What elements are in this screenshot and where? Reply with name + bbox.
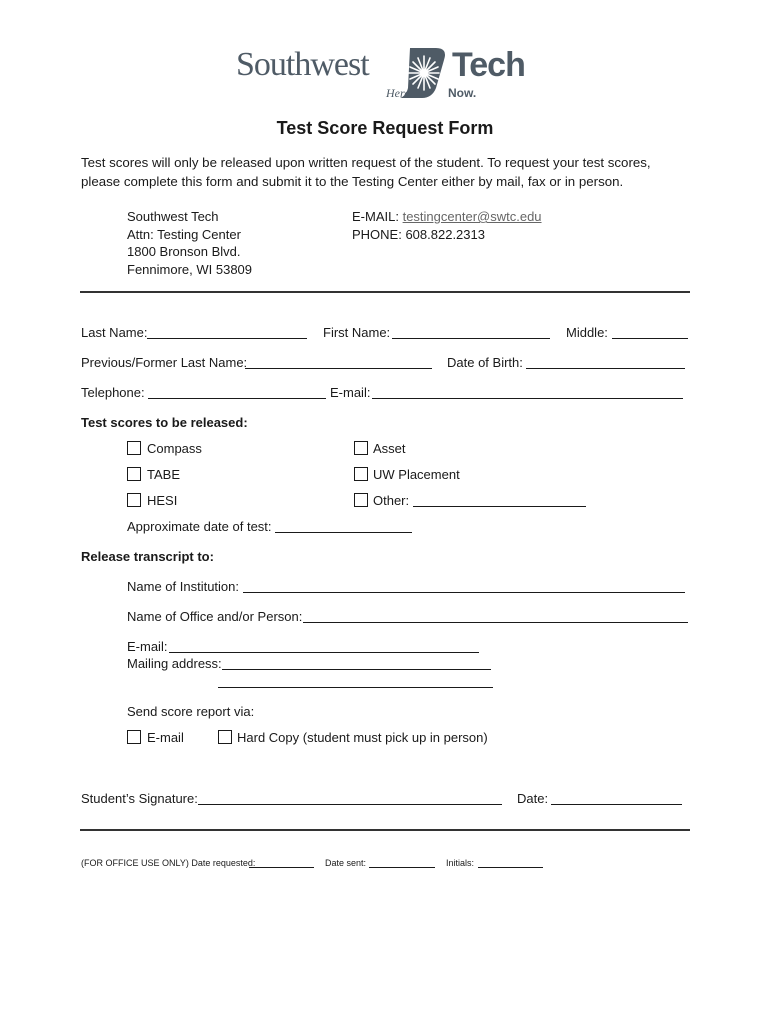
scores-heading: Test scores to be released:	[81, 415, 248, 430]
office-label: Name of Office and/or Person:	[127, 609, 303, 624]
send-email-checkbox[interactable]	[127, 730, 141, 744]
other-checkbox[interactable]	[354, 493, 368, 507]
middle-field[interactable]	[612, 338, 688, 339]
office-use-sent-label: Date sent:	[325, 858, 367, 868]
signature-field[interactable]	[198, 804, 502, 805]
transcript-heading: Release transcript to:	[81, 549, 214, 564]
transcript-email-field[interactable]	[169, 652, 479, 653]
approx-date-label: Approximate date of test:	[127, 519, 272, 534]
compass-checkbox[interactable]	[127, 441, 141, 455]
signature-label: Student’s Signature:	[81, 791, 198, 806]
signature-date-label: Date:	[517, 791, 549, 806]
first-name-field[interactable]	[392, 338, 550, 339]
first-name-label: First Name:	[323, 325, 391, 340]
intro-line-2: please complete this form and submit it to the Testing Center either by mail, fax or in person.	[81, 174, 624, 189]
asset-label: Asset	[373, 441, 406, 456]
contact-email-label: E-MAIL:	[352, 209, 399, 224]
page-title: Test Score Request Form	[276, 118, 494, 138]
uw-placement-checkbox[interactable]	[354, 467, 368, 481]
office-use-requested-field[interactable]	[249, 867, 314, 868]
office-use-sent-field[interactable]	[369, 867, 435, 868]
hesi-label: HESI	[147, 493, 178, 508]
tabe-label: TABE	[147, 467, 180, 482]
divider-top	[80, 291, 690, 293]
logo-word-southwest: Southwest	[236, 46, 369, 83]
send-hardcopy-checkbox[interactable]	[218, 730, 232, 744]
intro-line-1: Test scores will only be released upon written request of the student. To request your test scores,	[81, 155, 651, 170]
logo-word-tech: Tech	[452, 46, 525, 84]
office-use-requested-label: (FOR OFFICE USE ONLY) Date requested:	[81, 858, 256, 868]
dob-field[interactable]	[526, 368, 685, 369]
contact-email-link[interactable]: testingcenter@swtc.edu	[402, 209, 542, 224]
dob-label: Date of Birth:	[447, 355, 523, 370]
mailing-address-field-1[interactable]	[222, 669, 491, 670]
logo-tagline-now: Now.	[448, 86, 477, 100]
institution-field[interactable]	[243, 592, 685, 593]
former-last-name-field[interactable]	[245, 368, 432, 369]
southwest-tech-logo	[236, 44, 536, 104]
other-label: Other:	[373, 493, 410, 508]
asset-checkbox[interactable]	[354, 441, 368, 455]
uw-placement-label: UW Placement	[373, 467, 460, 482]
hesi-checkbox[interactable]	[127, 493, 141, 507]
email-field[interactable]	[372, 398, 683, 399]
telephone-field[interactable]	[148, 398, 326, 399]
transcript-email-label: E-mail:	[127, 639, 168, 654]
divider-bottom	[80, 829, 690, 831]
email-label: E-mail:	[330, 385, 371, 400]
other-field[interactable]	[413, 506, 586, 507]
address-line-1: Southwest Tech	[127, 209, 219, 224]
send-hardcopy-label: Hard Copy (student must pick up in person)	[237, 730, 488, 745]
address-line-3: 1800 Bronson Blvd.	[127, 244, 241, 259]
last-name-label: Last Name:	[81, 325, 148, 340]
office-use-initials-field[interactable]	[478, 867, 543, 868]
tabe-checkbox[interactable]	[127, 467, 141, 481]
address-line-4: Fennimore, WI 53809	[127, 262, 253, 277]
send-email-label: E-mail	[147, 730, 184, 745]
former-last-name-label: Previous/Former Last Name:	[81, 355, 248, 370]
approx-date-field[interactable]	[275, 532, 412, 533]
contact-phone: PHONE: 608.822.2313	[352, 227, 485, 242]
signature-date-field[interactable]	[551, 804, 682, 805]
contact-email	[352, 209, 542, 225]
office-field[interactable]	[303, 622, 688, 623]
compass-label: Compass	[147, 441, 202, 456]
mailing-address-label: Mailing address:	[127, 656, 222, 671]
last-name-field[interactable]	[147, 338, 307, 339]
telephone-label: Telephone:	[81, 385, 145, 400]
logo-tagline-here: Here.	[386, 86, 413, 100]
send-via-label: Send score report via:	[127, 704, 255, 719]
office-use-initials-label: Initials:	[446, 858, 475, 868]
middle-label: Middle:	[566, 325, 608, 340]
address-line-2: Attn: Testing Center	[127, 227, 241, 242]
institution-label: Name of Institution:	[127, 579, 239, 594]
mailing-address-field-2[interactable]	[218, 687, 493, 688]
